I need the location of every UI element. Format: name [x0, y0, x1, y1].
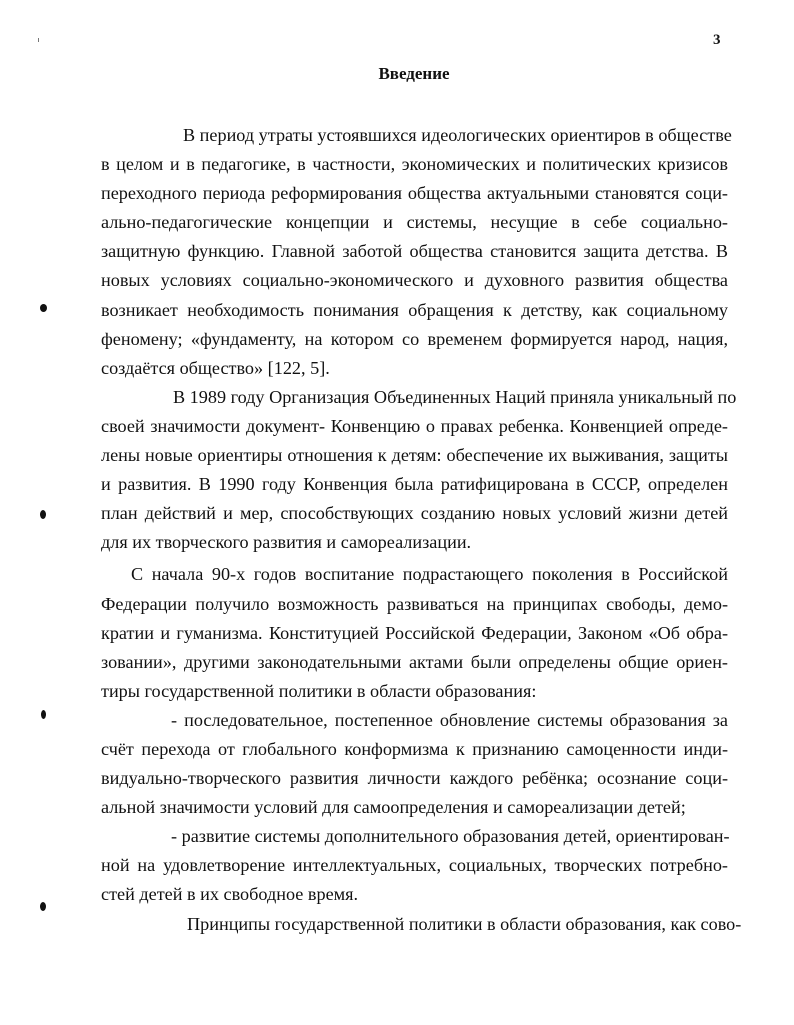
text-line: создаётся общество» [122, 5]. [101, 357, 330, 378]
text-line: своей значимости документ- Конвенцию о правах ребенка. Конвенцией опреде- [101, 415, 728, 436]
text-line: новых условиях социально-экономического и духовного развития общества [101, 270, 728, 291]
text-line: счёт перехода от глобального конформизма к признанию самоценности инди- [101, 738, 728, 759]
text-line: переходного периода реформирования общества актуальными становятся соци- [101, 183, 728, 204]
list-item [101, 822, 728, 909]
text-line: тиры государственной политики в области образования: [101, 680, 537, 701]
text-line: В 1989 году Организация Объединенных Наций приняла уникальный по [173, 386, 737, 407]
text-line: феномену; «фундаменту, на котором со временем формируется народ, нация, [101, 328, 728, 349]
text-line: Принципы государственной политики в области образования, как сово- [187, 913, 742, 934]
scan-mark [38, 38, 39, 42]
punch-hole-mark [40, 902, 46, 911]
paragraph [101, 560, 728, 705]
text-line: - развитие системы дополнительного образования детей, ориентирован- [171, 826, 730, 847]
punch-hole-mark [40, 304, 47, 312]
text-line: кратии и гуманизма. Конституцией Российской Федерации, Законом «Об обра- [101, 622, 728, 643]
text-line: возникает необходимость понимания обращения к детству, как социальному [101, 299, 728, 320]
text-line: план действий и мер, способствующих созданию новых условий жизни детей [101, 503, 728, 524]
text-line: В период утраты устоявшихся идеологических ориентиров в обществе [183, 125, 732, 145]
punch-hole-mark [40, 510, 46, 519]
page-title: Введение [378, 64, 450, 83]
paragraph [101, 121, 732, 383]
list-item [101, 706, 728, 822]
text-line: защитную функцию. Главной заботой общества становится защита детства. В [101, 241, 728, 262]
text-line: ной на удовлетворение интеллектуальных, социальных, творческих потребно- [101, 855, 728, 876]
text-line: для их творческого развития и самореализации. [101, 532, 472, 553]
paragraph [101, 910, 742, 939]
document-body [101, 121, 742, 939]
text-line: и развития. В 1990 году Конвенция была ратифицирована в СССР, определен [101, 474, 728, 495]
paragraph [101, 383, 737, 558]
page-number: 3 [713, 32, 721, 48]
punch-hole-mark [41, 710, 46, 719]
text-line: альной значимости условий для самоопределения и самореализации детей; [101, 797, 686, 818]
text-line: С начала 90-х годов воспитание подрастающего поколения в Российской [131, 564, 728, 585]
text-line: стей детей в их свободное время. [101, 884, 359, 905]
text-line: Федерации получило возможность развиваться на принципах свободы, демо- [101, 593, 728, 614]
text-line: ально-педагогические концепции и системы, несущие в себе социально- [101, 212, 728, 233]
text-line: лены новые ориентиры отношения к детям: обеспечение их выживания, защиты [101, 445, 728, 466]
text-line: - последовательное, постепенное обновление системы образования за [171, 709, 728, 730]
text-line: в целом и в педагогике, в частности, экономических и политических кризисов [101, 154, 728, 175]
text-line: зовании», другими законодательными актами были определены общие ориен- [101, 651, 728, 672]
text-line: видуально-творческого развития личности каждого ребёнка; осознание соци- [101, 768, 728, 789]
